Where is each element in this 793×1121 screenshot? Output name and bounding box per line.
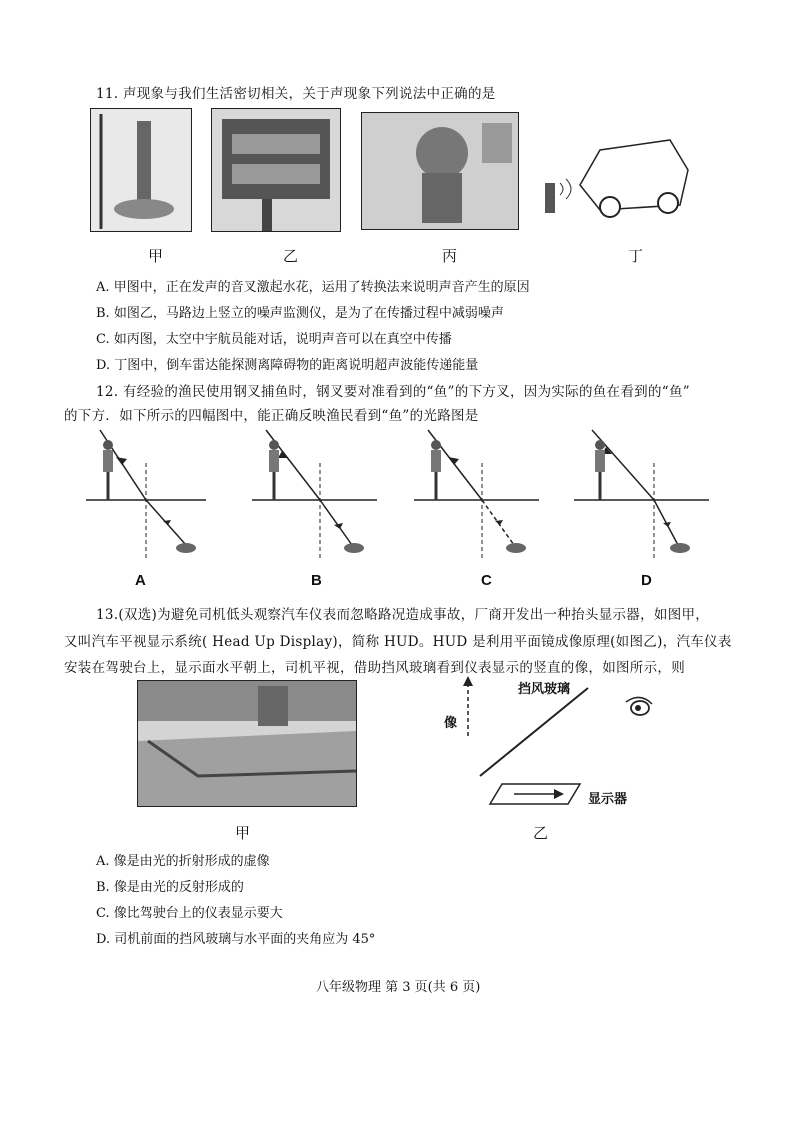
q11-option-d: D. 丁图中，倒车雷达能探测离障碍物的距离说明超声波能传递能量 — [96, 358, 479, 373]
q11-photo-yi — [211, 108, 341, 232]
q13-option-a: A. 像是由光的折射形成的虚像 — [96, 854, 270, 869]
q12-label-b: B — [311, 572, 322, 589]
q13-label-jia: 甲 — [235, 824, 251, 842]
q12-stem-line2: 的下方．如下所示的四幅图中，能正确反映渔民看到“鱼”的光路图是 — [64, 408, 479, 424]
q13-stem-line1: 13.(双选)为避免司机低头观察汽车仪表而忽略路况造成事故，厂商开发出一种抬头显示器，如图甲， — [96, 607, 710, 623]
q12-diagram-c — [414, 425, 544, 565]
q11-photo-ding — [540, 135, 690, 225]
q13-label-yi: 乙 — [533, 824, 549, 842]
q13-stem-line2: 又叫汽车平视显示系统( Head Up Display)，简称 HUD。HUD 是利用平面镜成像原理(如图乙)，汽车仪表 — [64, 634, 732, 650]
q13-photo-jia — [137, 680, 357, 807]
q12-diagram-d — [574, 425, 714, 565]
q12-label-d: D — [641, 572, 652, 589]
q11-label-bing: 丙 — [442, 247, 458, 265]
q13-stem-line3: 安装在驾驶台上，显示面水平朝上，司机平视，借助挡风玻璃看到仪表显示的竖直的像，如图所示，则 — [64, 660, 685, 676]
q13-diagram-windshield-label: 挡风玻璃 — [518, 681, 571, 696]
q12-stem-line1: 12. 有经验的渔民使用钢叉捕鱼时，钢叉要对准看到的“鱼”的下方叉，因为实际的鱼在看到的“鱼” — [96, 384, 690, 400]
q13-option-c: C. 像比驾驶台上的仪表显示要大 — [96, 906, 283, 921]
page-footer: 八年级物理 第 3 页(共 6 页) — [316, 980, 481, 995]
q11-option-c: C. 如丙图，太空中宇航员能对话，说明声音可以在真空中传播 — [96, 332, 452, 347]
q12-diagram-a — [86, 425, 216, 565]
q11-label-jia: 甲 — [148, 247, 164, 265]
q13-option-b: B. 像是由光的反射形成的 — [96, 880, 244, 895]
q11-label-yi: 乙 — [283, 247, 299, 265]
q11-option-a: A. 甲图中，正在发声的音叉激起水花，运用了转换法来说明声音产生的原因 — [96, 280, 530, 295]
q11-stem: 11. 声现象与我们生活密切相关，关于声现象下列说法中正确的是 — [96, 86, 496, 102]
q12-label-a: A — [135, 572, 146, 589]
q11-photo-bing — [361, 112, 519, 230]
q12-label-c: C — [481, 572, 492, 589]
q13-diagram-image-label: 像 — [444, 715, 458, 730]
q11-label-ding: 丁 — [628, 247, 644, 265]
q13-option-d: D. 司机前面的挡风玻璃与水平面的夹角应为 45° — [96, 932, 376, 947]
q11-photo-jia — [90, 108, 192, 232]
q12-diagram-b — [252, 425, 382, 565]
q11-option-b: B. 如图乙，马路边上竖立的噪声监测仪，是为了在传播过程中减弱噪声 — [96, 306, 504, 321]
q13-diagram-display-label: 显示器 — [588, 791, 628, 806]
